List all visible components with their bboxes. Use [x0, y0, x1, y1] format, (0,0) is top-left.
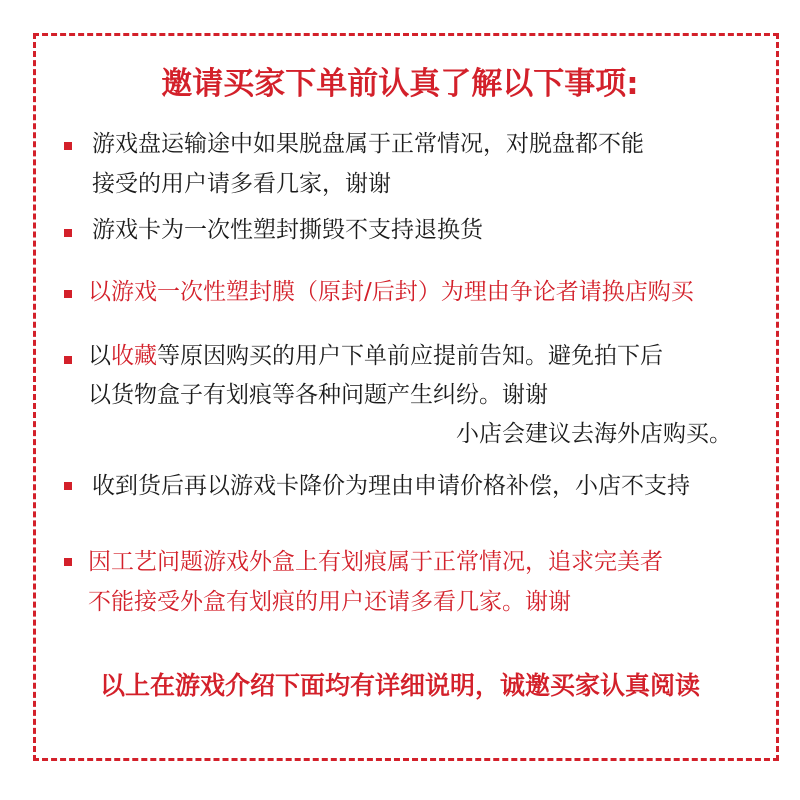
bullet-icon	[64, 482, 72, 490]
bullet-icon	[64, 229, 72, 237]
item-1-line-2: 接受的用户请多看几家，谢谢	[92, 171, 391, 197]
bullet-icon	[64, 356, 72, 364]
item-5-line-1: 收到货后再以游戏卡降价为理由申请价格补偿，小店不支持	[92, 473, 690, 499]
item-4-suffix: 等原因购买的用户下单前应提前告知。避免拍下后	[157, 343, 663, 369]
bullet-icon	[64, 290, 72, 298]
item-4-prefix: 以	[88, 343, 111, 369]
item-4-highlight: 收藏	[111, 343, 157, 369]
item-4-line-1	[88, 340, 663, 372]
notice-title: 邀请买家下单前认真了解以下事项:	[161, 66, 639, 102]
item-1-line-1: 游戏盘运输途中如果脱盘属于正常情况，对脱盘都不能	[92, 131, 644, 157]
item-4-line-2: 以货物盒子有划痕等各种问题产生纠纷。谢谢	[88, 382, 548, 408]
item-2-line-1: 游戏卡为一次性塑封撕毁不支持退换货	[92, 217, 483, 243]
bullet-icon	[64, 142, 72, 150]
item-6-line-1: 因工艺问题游戏外盒上有划痕属于正常情况，追求完美者	[88, 549, 663, 575]
item-6-line-2: 不能接受外盒有划痕的用户还请多看几家。谢谢	[88, 589, 571, 615]
bullet-icon	[64, 558, 72, 566]
item-4-line-3: 小店会建议去海外店购买。	[456, 421, 732, 447]
item-3-line-1: 以游戏一次性塑封膜（原封/后封）为理由争论者请换店购买	[88, 279, 694, 305]
notice-footer: 以上在游戏介绍下面均有详细说明，诚邀买家认真阅读	[99, 671, 700, 700]
